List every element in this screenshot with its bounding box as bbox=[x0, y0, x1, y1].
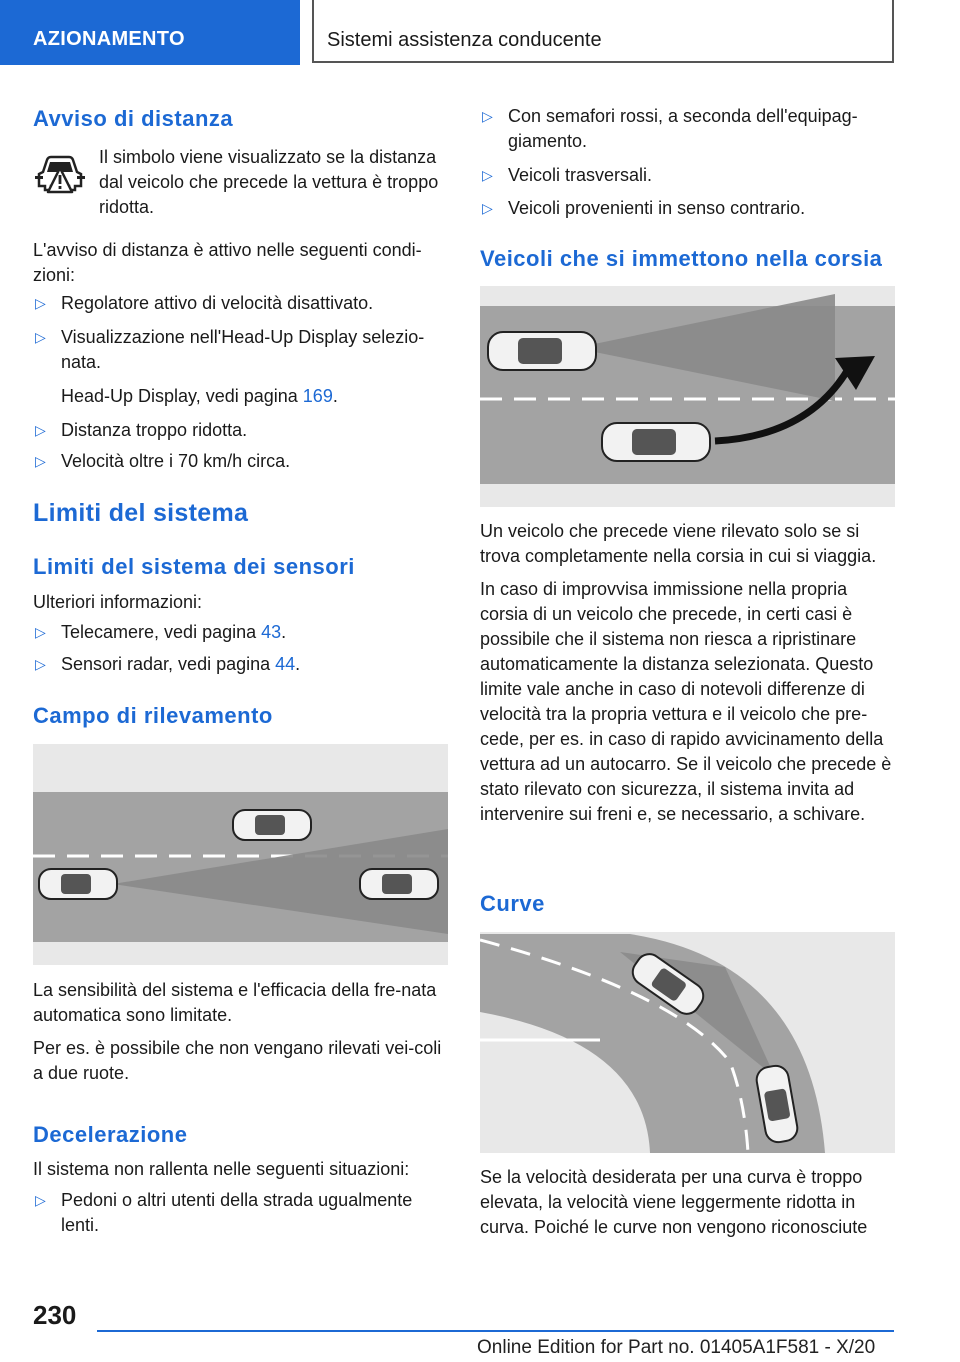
curve-illustration bbox=[480, 932, 895, 1153]
heading-campo: Campo di rilevamento bbox=[33, 703, 273, 728]
heading-immettono: Veicoli che si immettono nella corsia bbox=[480, 246, 883, 271]
car-icon bbox=[39, 869, 117, 899]
bullet-triangle-icon: ▷ bbox=[35, 656, 46, 672]
car-icon bbox=[602, 423, 710, 461]
bullet-triangle-icon: ▷ bbox=[35, 1192, 46, 1208]
chapter-box bbox=[312, 0, 894, 63]
merging-vehicle-illustration bbox=[480, 286, 895, 507]
heading-avviso: Avviso di distanza bbox=[33, 106, 234, 131]
hud-reference: Head-Up Display, vedi pagina 169. bbox=[61, 386, 338, 406]
footer-divider bbox=[97, 1330, 894, 1332]
list-item: ▷ Velocità oltre i 70 km/h circa. bbox=[33, 449, 448, 474]
list-item: ▷ Telecamere, vedi pagina 43. bbox=[33, 620, 448, 645]
bullet-triangle-icon: ▷ bbox=[482, 108, 493, 124]
list-item: ▷ Regolatore attivo di velocità disattivato. bbox=[33, 291, 448, 316]
bullet-triangle-icon: ▷ bbox=[35, 422, 46, 438]
distance-warning-icon bbox=[35, 152, 85, 196]
heading-sensori: Limiti del sistema dei sensori bbox=[33, 554, 355, 579]
car-icon bbox=[488, 332, 596, 370]
heading-decelerazione: Decelerazione bbox=[33, 1122, 188, 1147]
edition-info: Online Edition for Part no. 01405A1F581 - X/20 bbox=[477, 1337, 876, 1358]
sensori-intro: Ulteriori informazioni: bbox=[33, 592, 203, 612]
campo-text-1: La sensibilità del sistema e l'efficacia della fre-nata automatica sono limitate. bbox=[33, 980, 437, 1025]
link-page-43[interactable]: 43 bbox=[261, 622, 282, 642]
link-page-169[interactable]: 169 bbox=[302, 386, 333, 406]
car-icon bbox=[360, 869, 438, 899]
section-title: AZIONAMENTO bbox=[33, 28, 185, 50]
bullet-triangle-icon: ▷ bbox=[35, 624, 46, 640]
list-item: ▷ Pedoni o altri utenti della strada ugualmente lenti. bbox=[35, 1190, 413, 1235]
heading-curve: Curve bbox=[480, 891, 545, 916]
car-icon bbox=[233, 810, 311, 840]
immettono-text-2: In caso di improvvisa immissione nella propria corsia di un veicolo che precede, in certi casi è possibile che il sistema non riesca a ripristinare automaticamente la distanza selezionata. Questo limite vale anche in caso di notevoli differenze di velocità tra la propria vettura e il veicolo che pre-cede, per es. in caso di rapido avvicinamento della vettura ad un autocarro. Se il veicolo che precede è stato rilevato con sicurezza, il sistema invita ad intervenire sui freni e, se necessario, a schivare. bbox=[480, 579, 892, 824]
curve-text: Se la velocità desiderata per una curva è troppo elevata, la velocità viene leggermente ridotta in curva. Poiché le curve non vengono riconosciute bbox=[480, 1167, 868, 1237]
list-item: ▷ Veicoli provenienti in senso contrario. bbox=[480, 196, 895, 221]
bullet-triangle-icon: ▷ bbox=[482, 200, 493, 216]
avviso-text: Il simbolo viene visualizzato se la distanza dal veicolo che precede la vettura è troppo ridotta. bbox=[99, 147, 439, 217]
list-item: ▷ Distanza troppo ridotta. bbox=[33, 418, 448, 443]
bullet-triangle-icon: ▷ bbox=[35, 295, 46, 311]
list-item: ▷ Visualizzazione nell'Head-Up Display selezio-nata. bbox=[35, 327, 425, 372]
avviso-intro: L'avviso di distanza è attivo nelle seguenti condi-zioni: bbox=[33, 240, 422, 285]
campo-text-2: Per es. è possibile che non vengano rilevati vei-coli a due ruote. bbox=[33, 1038, 442, 1083]
bullet-triangle-icon: ▷ bbox=[35, 453, 46, 469]
section-tab bbox=[0, 0, 300, 65]
bullet-triangle-icon: ▷ bbox=[35, 329, 46, 345]
link-page-44[interactable]: 44 bbox=[275, 654, 296, 674]
detection-range-illustration bbox=[33, 744, 448, 965]
list-item: ▷ Veicoli trasversali. bbox=[480, 163, 895, 188]
decel-intro: Il sistema non rallenta nelle seguenti situazioni: bbox=[33, 1159, 410, 1179]
list-item: ▷ Sensori radar, vedi pagina 44. bbox=[33, 652, 448, 677]
immettono-text-1: Un veicolo che precede viene rilevato solo se si trova completamente nella corsia in cui si viaggia. bbox=[480, 521, 877, 566]
heading-limiti: Limiti del sistema bbox=[33, 499, 249, 527]
chapter-title: Sistemi assistenza conducente bbox=[327, 29, 602, 51]
bullet-triangle-icon: ▷ bbox=[482, 167, 493, 183]
list-item: ▷ Con semafori rossi, a seconda dell'equipag-giamento. bbox=[482, 106, 858, 151]
page-number: 230 bbox=[33, 1300, 77, 1330]
